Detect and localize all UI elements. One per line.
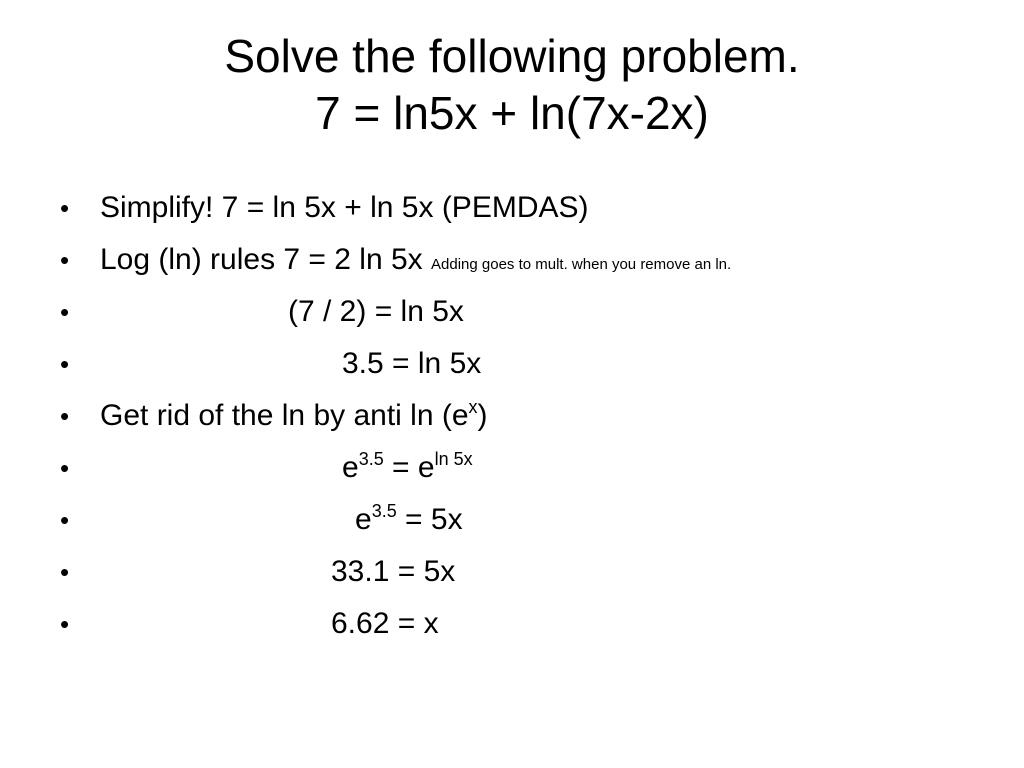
bullet-text: Simplify! 7 = ln 5x + ln 5x (PEMDAS) [100,191,589,224]
equation-middle: = e [383,451,435,484]
list-item [0,498,1024,542]
bullet-text [100,394,488,441]
list-item [0,602,1024,646]
base-e: e [355,503,372,536]
bullet-text [100,238,731,287]
bullet-icon: • [60,453,70,483]
list-item [0,550,1024,594]
bullet-icon: • [60,505,70,535]
base-e: e [342,451,359,484]
bullet-text [342,446,473,493]
title-line-1: Solve the following problem. [224,30,800,82]
list-item [0,446,1024,490]
bullet-icon: • [60,245,70,275]
equation-middle: = 5x [396,503,463,536]
list-item [0,186,1024,230]
bullet-main-text: Get rid of the ln by anti ln (e [100,399,469,432]
list-item [0,290,1024,334]
bullet-text: 33.1 = 5x [331,555,456,588]
title-line-2: 7 = ln5x + ln(7x-2x) [315,87,709,139]
bullet-icon: • [60,349,70,379]
bullet-icon: • [60,193,70,223]
bullet-icon: • [60,401,70,431]
bullet-note: Adding goes to mult. when you remove an ln. [431,256,732,273]
bullet-text: 3.5 = ln 5x [342,347,482,380]
list-item [0,238,1024,282]
bullet-text: (7 / 2) = ln 5x [288,295,464,328]
bullet-icon: • [60,297,70,327]
list-item [0,342,1024,386]
bullet-icon: • [60,609,70,639]
bullet-text: 6.62 = x [331,607,439,640]
superscript: x [468,397,478,417]
bullet-after-text: ) [477,399,488,432]
bullet-icon: • [60,557,70,587]
bullet-main-text: Log (ln) rules 7 = 2 ln 5x [100,243,432,276]
bullet-text [355,498,463,545]
list-item [0,394,1024,438]
superscript: 3.5 [358,449,384,469]
superscript: 3.5 [371,501,397,521]
superscript: ln 5x [434,449,473,469]
